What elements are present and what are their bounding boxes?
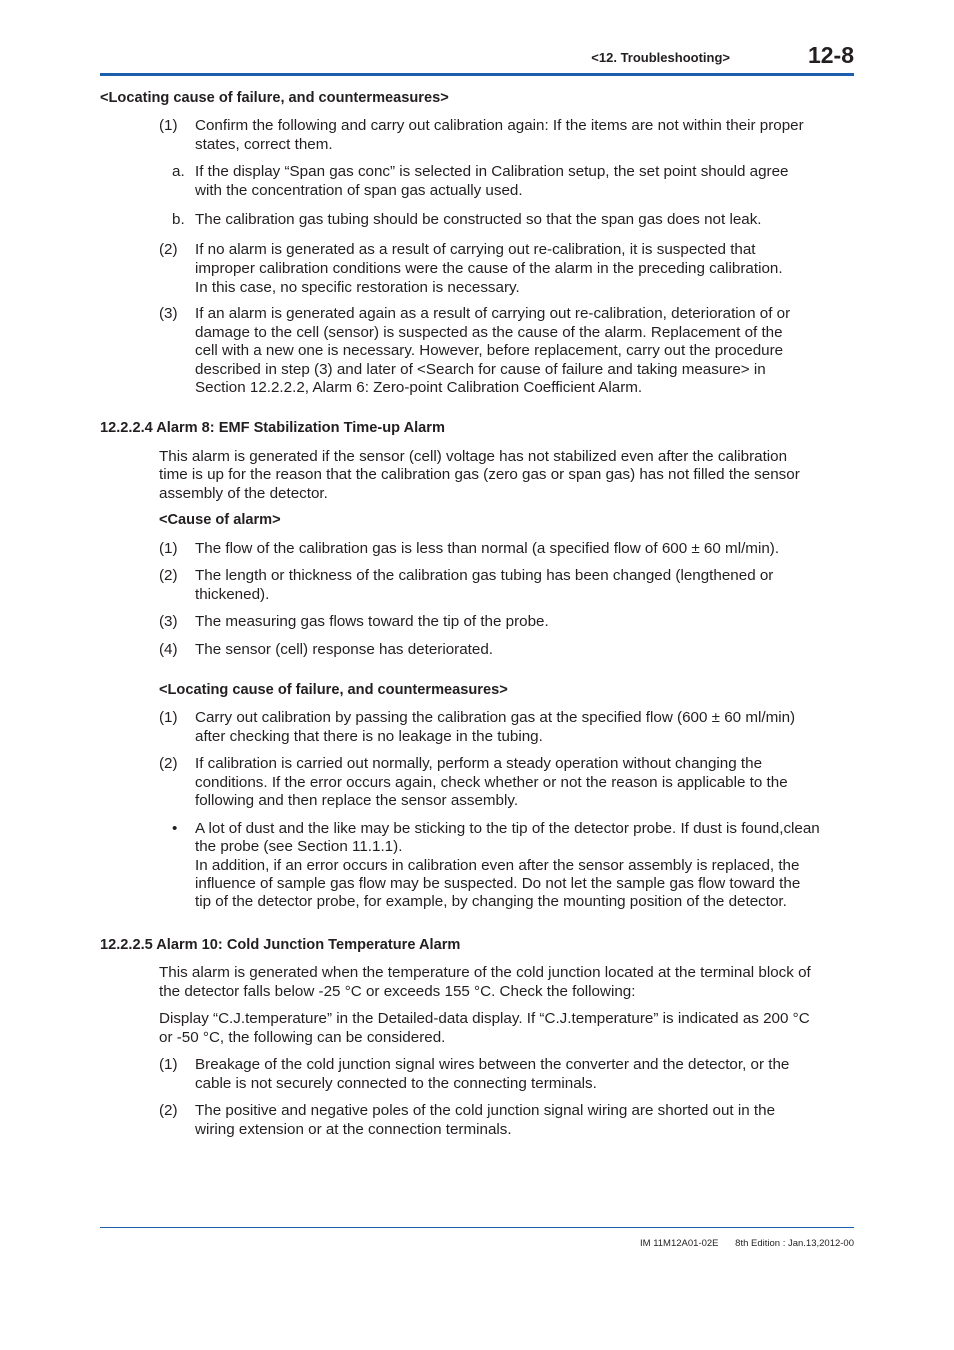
paragraph-line: or -50 °C, the following can be considered.	[159, 1029, 446, 1046]
item-number: (1)	[159, 540, 178, 557]
item-number: (3)	[159, 305, 178, 322]
item-line: influence of sample gas flow may be suspected. Do not let the sample gas flow toward the	[195, 875, 801, 892]
item-number: (2)	[159, 755, 178, 772]
item-line: The calibration gas tubing should be constructed so that the span gas does not leak.	[195, 211, 762, 228]
item-number: (2)	[159, 1102, 178, 1119]
item-line: cable is not securely connected to the connecting terminals.	[195, 1075, 597, 1092]
paragraph-line: This alarm is generated when the temperature of the cold junction located at the terminal block of	[159, 964, 811, 981]
header-rule	[100, 73, 854, 76]
item-number: (4)	[159, 641, 178, 658]
item-line: The measuring gas flows toward the tip of the probe.	[195, 613, 549, 630]
chapter-title: <12. Troubleshooting>	[591, 50, 730, 65]
item-line: the probe (see Section 11.1.1).	[195, 838, 403, 855]
item-line: If the display “Span gas conc” is selected in Calibration setup, the set point should agree	[195, 163, 789, 180]
item-number: (1)	[159, 1056, 178, 1073]
item-number: (1)	[159, 117, 178, 134]
footer-rule	[100, 1227, 854, 1228]
item-line: A lot of dust and the like may be sticking to the tip of the detector probe. If dust is found,clean	[195, 820, 820, 837]
document-id: IM 11M12A01-02E	[640, 1238, 719, 1249]
locating-heading-1: <Locating cause of failure, and countermeasures>	[100, 90, 449, 106]
paragraph-line: Display “C.J.temperature” in the Detailed-data display. If “C.J.temperature” is indicated as 200 °C	[159, 1010, 810, 1027]
item-line: damage to the cell (sensor) is suspected as the cause of the alarm. Replacement of the	[195, 324, 783, 341]
page-header	[0, 0, 954, 80]
item-line: Confirm the following and carry out calibration again: If the items are not within their proper	[195, 117, 804, 134]
item-line: If no alarm is generated as a result of carrying out re-calibration, it is suspected that	[195, 241, 756, 258]
item-number: (1)	[159, 709, 178, 726]
item-line: Breakage of the cold junction signal wires between the converter and the detector, or the	[195, 1056, 790, 1073]
paragraph-line: time is up for the reason that the calibration gas (zero gas or span gas) has not filled the sensor	[159, 466, 800, 483]
item-line: In this case, no specific restoration is necessary.	[195, 279, 520, 296]
item-line: Section 12.2.2.2, Alarm 6: Zero-point Calibration Coefficient Alarm.	[195, 379, 643, 396]
item-line: The length or thickness of the calibration gas tubing has been changed (lengthened or	[195, 567, 774, 584]
locating-heading-2: <Locating cause of failure, and countermeasures>	[159, 682, 508, 698]
cause-heading: <Cause of alarm>	[159, 512, 281, 528]
section-heading-alarm10: 12.2.2.5 Alarm 10: Cold Junction Temperature Alarm	[100, 937, 461, 953]
item-line: The sensor (cell) response has deteriorated.	[195, 641, 493, 658]
paragraph-line: This alarm is generated if the sensor (cell) voltage has not stabilized even after the calibration	[159, 448, 788, 465]
item-letter: a.	[172, 163, 185, 180]
item-line: tip of the detector probe, for example, by changing the mounting position of the detector.	[195, 893, 787, 910]
item-line: If calibration is carried out normally, perform a steady operation without changing the	[195, 755, 763, 772]
item-line: In addition, if an error occurs in calibration even after the sensor assembly is replaced, the	[195, 857, 800, 874]
item-line: with the concentration of span gas actually used.	[195, 182, 523, 199]
page-footer	[0, 1236, 954, 1256]
edition-info: 8th Edition : Jan.13,2012-00	[735, 1238, 854, 1249]
page-number: 12-8	[807, 42, 854, 68]
item-line: described in step (3) and later of <Search for cause of failure and taking measure> in	[195, 361, 766, 378]
item-number: (2)	[159, 241, 178, 258]
item-line: If an alarm is generated again as a result of carrying out re-calibration, deterioration of or	[195, 305, 791, 322]
bullet-glyph: •	[172, 820, 178, 837]
item-line: conditions. If the error occurs again, check whether or not the reason is applicable to the	[195, 774, 788, 791]
item-line: The flow of the calibration gas is less than normal (a specified flow of 600 ± 60 ml/min).	[195, 540, 780, 557]
item-line: thickened).	[195, 586, 270, 603]
item-line: The positive and negative poles of the cold junction signal wiring are shorted out in the	[195, 1102, 776, 1119]
item-line: wiring extension or at the connection terminals.	[195, 1121, 512, 1138]
item-line: following and then replace the sensor assembly.	[195, 792, 519, 809]
item-line: states, correct them.	[195, 136, 333, 153]
item-line: cell with a new one is necessary. However, before replacement, carry out the procedure	[195, 342, 784, 359]
item-line: Carry out calibration by passing the calibration gas at the specified flow (600 ± 60 ml/min)	[195, 709, 796, 726]
item-number: (2)	[159, 567, 178, 584]
paragraph-line: the detector falls below -25 °C or exceeds 155 °C. Check the following:	[159, 983, 636, 1000]
item-number: (3)	[159, 613, 178, 630]
section-heading-alarm8: 12.2.2.4 Alarm 8: EMF Stabilization Time-up Alarm	[100, 420, 445, 436]
item-line: improper calibration conditions were the cause of the alarm in the preceding calibration.	[195, 260, 783, 277]
paragraph-line: assembly of the detector.	[159, 485, 328, 502]
item-line: after checking that there is no leakage in the tubing.	[195, 728, 543, 745]
item-letter: b.	[172, 211, 185, 228]
